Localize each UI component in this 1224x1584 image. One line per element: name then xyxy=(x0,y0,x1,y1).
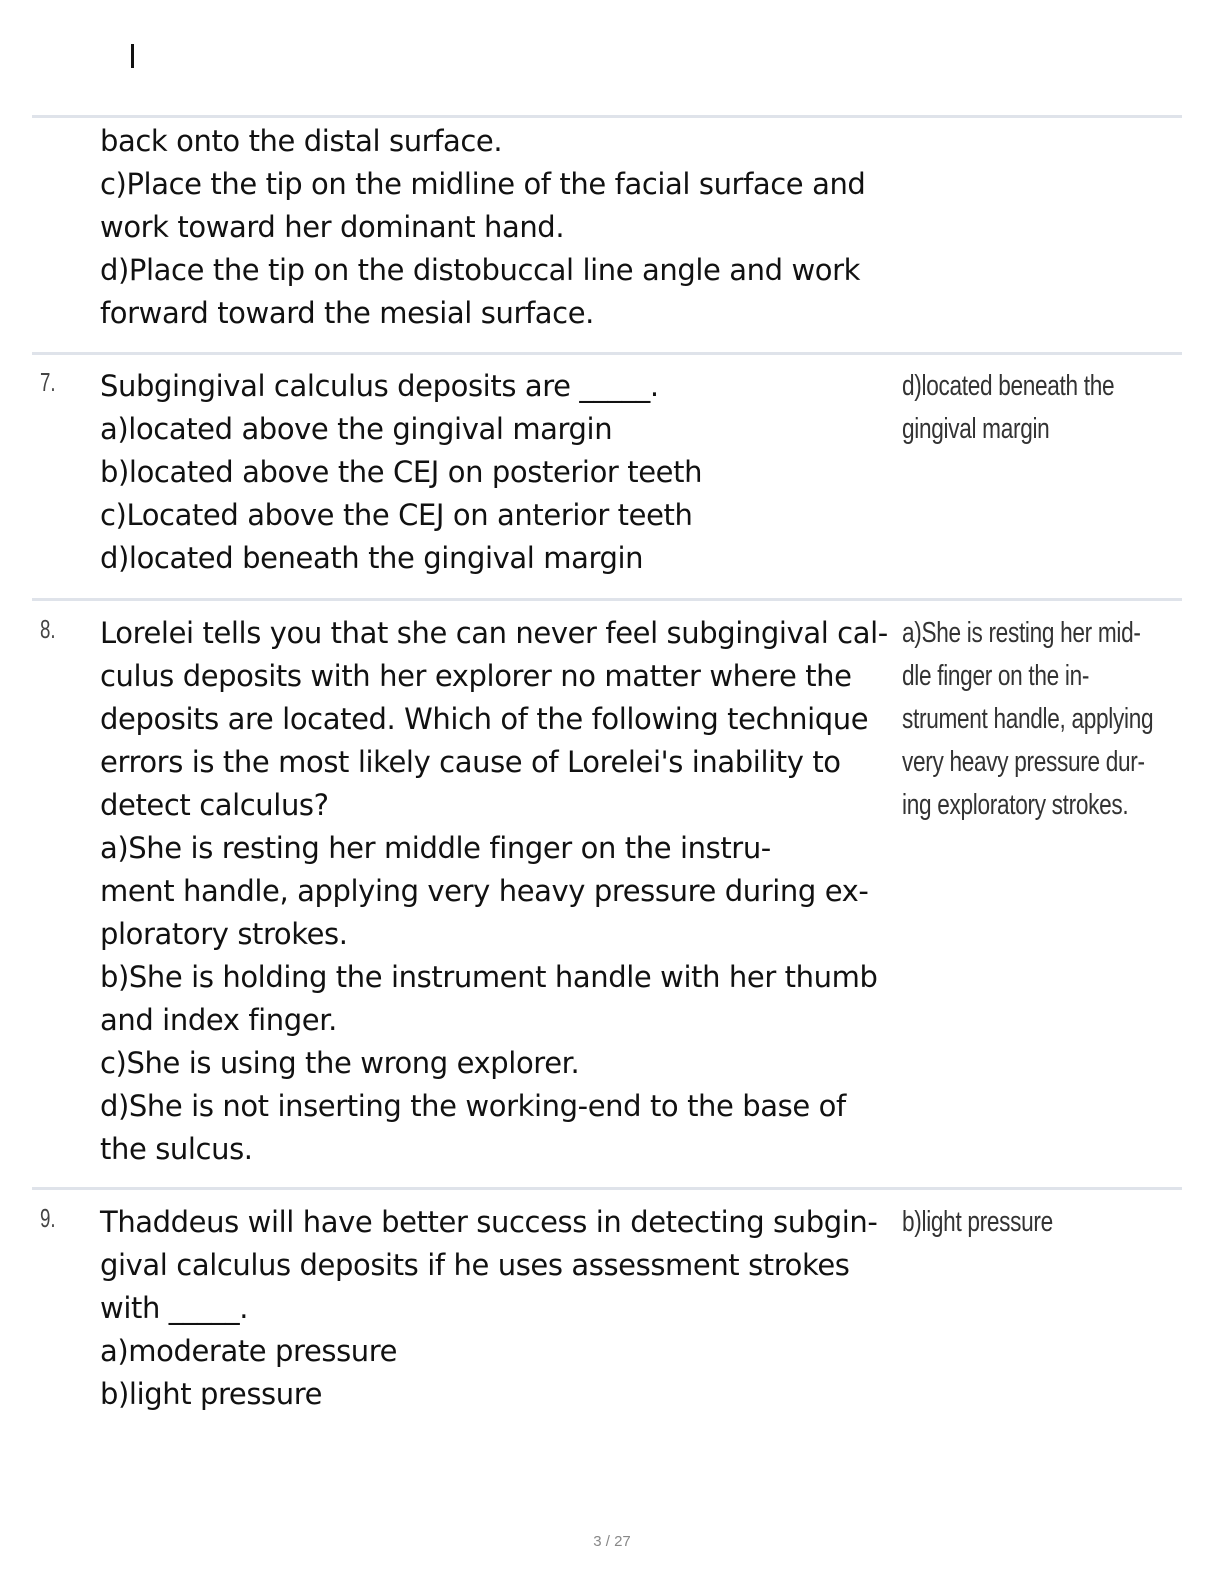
option-d: the sulcus. xyxy=(100,1132,253,1166)
option-b: b)light pressure xyxy=(100,1377,323,1411)
question-number: 9. xyxy=(40,1203,56,1233)
answer-line: ing exploratory strokes. xyxy=(902,789,1129,821)
answer-line: very heavy pressure dur- xyxy=(902,746,1145,778)
question-line: back onto the distal surface. xyxy=(100,124,503,158)
question-text xyxy=(100,365,900,580)
question-line: forward toward the mesial surface. xyxy=(100,296,594,330)
option-b: b)located above the CEJ on posterior teeth xyxy=(100,455,703,489)
question-number: 7. xyxy=(40,367,56,397)
divider xyxy=(32,115,1182,118)
answer-text xyxy=(902,1201,1053,1244)
question-continuation xyxy=(100,120,900,335)
answer-line: d)located beneath the xyxy=(902,370,1115,402)
option-a: a)moderate pressure xyxy=(100,1334,398,1368)
option-a: a)She is resting her middle finger on the instru- xyxy=(100,831,771,865)
answer-line: b)light pressure xyxy=(902,1206,1053,1238)
question-text xyxy=(100,1201,900,1416)
question-line: errors is the most likely cause of Lorelei's inability to xyxy=(100,745,841,779)
option-a: a)located above the gingival margin xyxy=(100,412,613,446)
question-line: Subgingival calculus deposits are _____. xyxy=(100,369,659,403)
divider xyxy=(32,598,1182,601)
option-b: and index finger. xyxy=(100,1003,337,1037)
question-line: culus deposits with her explorer no matter where the xyxy=(100,659,852,693)
option-c: c)Located above the CEJ on anterior teeth xyxy=(100,498,693,532)
text-cursor xyxy=(131,44,134,68)
option-b: b)She is holding the instrument handle with her thumb xyxy=(100,960,878,994)
question-line: Lorelei tells you that she can never feel subgingival cal- xyxy=(100,616,888,650)
question-number: 8. xyxy=(40,614,56,644)
option-a: ment handle, applying very heavy pressure during ex- xyxy=(100,874,869,908)
page-number: 3 / 27 xyxy=(593,1533,631,1550)
question-line: Thaddeus will have better success in detecting subgin- xyxy=(100,1205,878,1239)
question-line: d)Place the tip on the distobuccal line angle and work xyxy=(100,253,861,287)
option-d: d)She is not inserting the working-end to the base of xyxy=(100,1089,846,1123)
answer-line: dle finger on the in- xyxy=(902,660,1090,692)
question-line: work toward her dominant hand. xyxy=(100,210,565,244)
answer-text xyxy=(902,365,1114,451)
divider xyxy=(32,352,1182,355)
question-line: c)Place the tip on the midline of the facial surface and xyxy=(100,167,866,201)
question-line: gival calculus deposits if he uses assessment strokes xyxy=(100,1248,850,1282)
question-line: with _____. xyxy=(100,1291,249,1325)
question-line: deposits are located. Which of the following technique xyxy=(100,702,869,736)
answer-line: strument handle, applying xyxy=(902,703,1154,735)
option-a: ploratory strokes. xyxy=(100,917,348,951)
answer-line: a)She is resting her mid- xyxy=(902,617,1141,649)
divider xyxy=(32,1187,1182,1190)
question-line: detect calculus? xyxy=(100,788,329,822)
answer-line: gingival margin xyxy=(902,413,1050,445)
option-c: c)She is using the wrong explorer. xyxy=(100,1046,580,1080)
option-d: d)located beneath the gingival margin xyxy=(100,541,644,575)
answer-text xyxy=(902,612,1153,827)
question-text xyxy=(100,612,900,1171)
